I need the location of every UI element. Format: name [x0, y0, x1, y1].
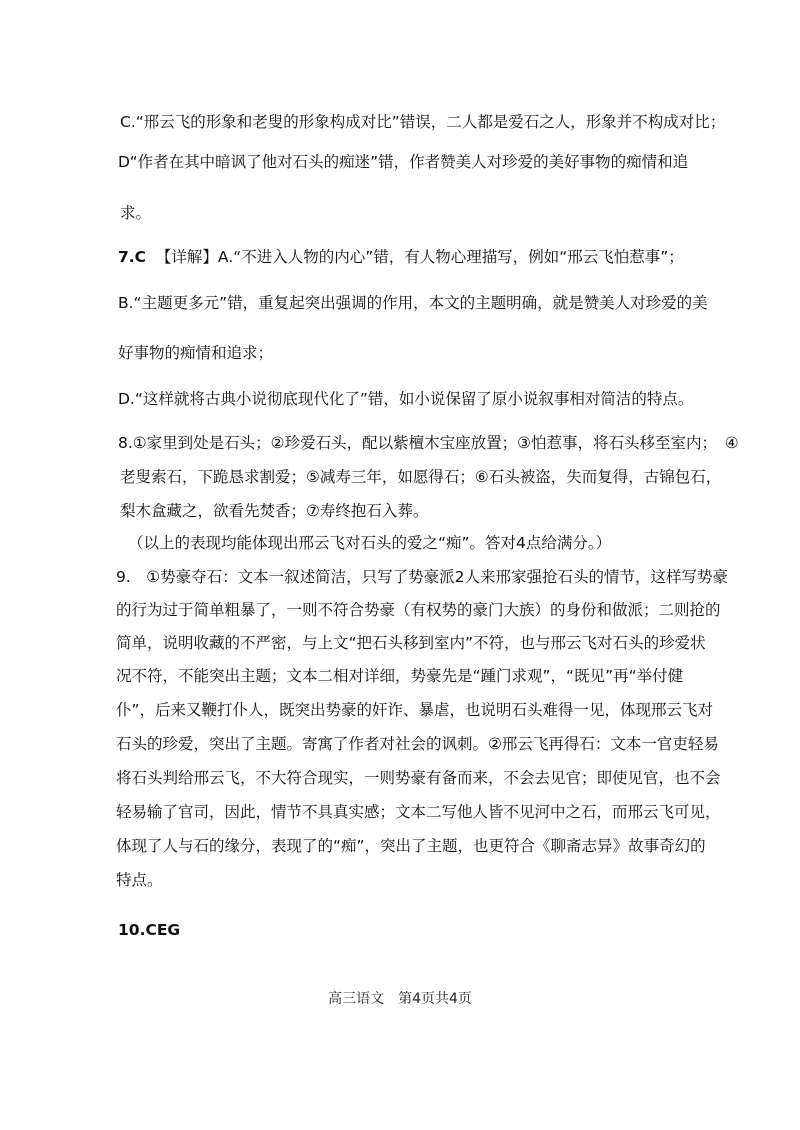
q9-line-1: 9. ①势豪夺石：文本一叙述简洁，只写了势豪派2人来邢家强抢石头的情节，这样写势豪	[116, 568, 729, 586]
q9-line-5: 仆”，后来又鞭打仆人，既突出势豪的奸诈、暴虐，也说明石头难得一见，体现邢云飞对	[116, 701, 714, 719]
q10-answer: 10.CEG	[118, 921, 181, 939]
q9-line-8: 轻易输了官司，因此，情节不具真实感；文本二写他人皆不见河中之石，而邢云飞可见，	[116, 803, 721, 821]
q6-option-d-line2: 求。	[120, 204, 152, 222]
q8-line3: 梨木盒藏之，欲看先焚香；⑦寿终抱石入葬。	[120, 502, 429, 520]
q8-line1: 8.①家里到处是石头；②珍爱石头，配以紫檀木宝座放置；③怕惹事，将石头移至室内； ④	[118, 434, 739, 452]
q9-line-7: 将石头判给邢云飞，不大符合现实，一则势豪有备而来，不会去见官；即使见官，也不会	[116, 769, 721, 787]
q6-option-c: C.“邢云飞的形象和老叟的形象构成对比”错误，二人都是爱石之人，形象并不构成对比；	[120, 113, 726, 131]
q8-line2: 老叟索石，下跪恳求割爱；⑤减寿三年，如愿得石；⑥石头被盗，失而复得，古锦包石，	[120, 468, 722, 486]
q9-line-6: 石头的珍爱，突出了主题。寄寓了作者对社会的讽刺。②邢云飞再得石：文本一官吏轻易	[116, 735, 719, 753]
q8-scoring-note: （以上的表现均能体现出邢云飞对石头的爱之“痴”。答对4点给满分。）	[128, 534, 612, 552]
q9-line-9: 体现了人与石的缘分，表现了的“痴”，突出了主题，也更符合《聊斋志异》故事奇幻的	[116, 837, 706, 855]
q7-option-b-line2: 好事物的痴情和追求；	[118, 344, 274, 362]
q7-first-line	[118, 247, 684, 267]
q9-line-2: 的行为过于简单粗暴了，一则不符合势豪（有权势的豪门大族）的身份和做派；二则抢的	[116, 601, 721, 619]
q9-line-4: 况不符，不能突出主题；文本二相对详细，势豪先是“踵门求观”，“既见”再“举付健	[116, 667, 684, 685]
q6-option-d-line1: D“作者在其中暗讽了他对石头的痴迷”错，作者赞美人对珍爱的美好事物的痴情和追	[118, 153, 689, 171]
q9-line-3: 简单，说明收藏的不严密，与上文“把石头移到室内”不符，也与邢云飞对石头的珍爱状	[116, 634, 706, 652]
q7-number: 7.C	[118, 248, 147, 266]
q7-explanation-a: 【详解】A.“不进入人物的内心”错，有人物心理描写，例如“邢云飞怕惹事”；	[155, 248, 684, 266]
q7-option-d: D.“这样就将古典小说彻底现代化了”错，如小说保留了原小说叙事相对简洁的特点。	[118, 390, 694, 408]
page-footer: 高三语文 第4页共4页	[328, 991, 472, 1007]
q7-option-b-line1: B.“主题更多元”错，重复起突出强调的作用，本文的主题明确，就是赞美人对珍爱的美	[118, 294, 708, 312]
q9-line-10: 特点。	[116, 871, 163, 889]
